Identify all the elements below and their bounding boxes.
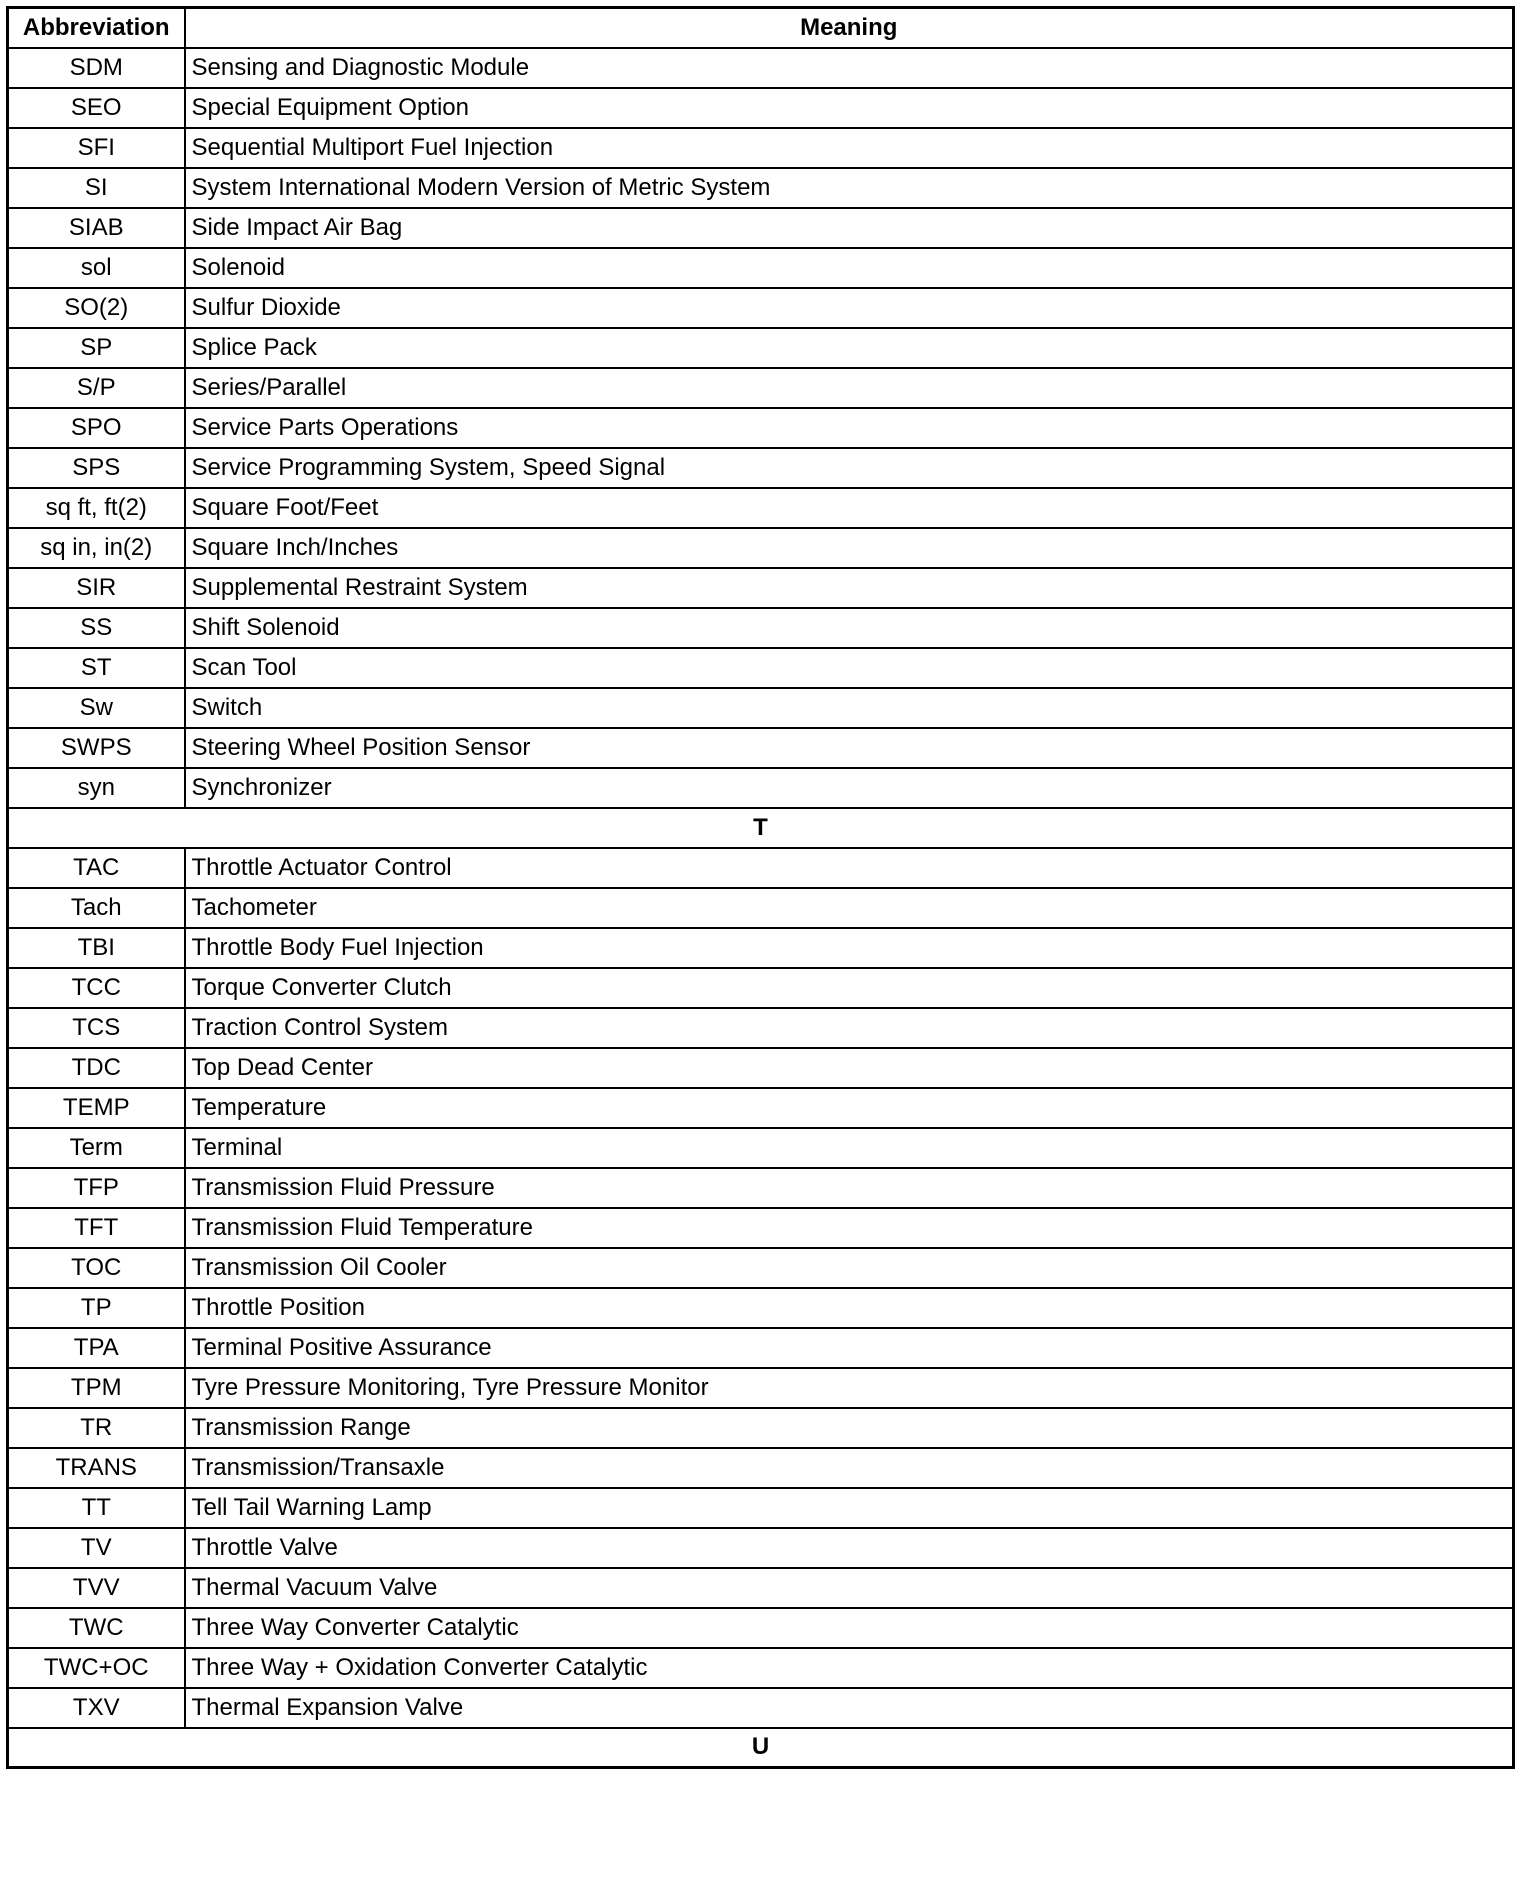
- section-letter: U: [8, 1728, 1514, 1768]
- meaning-cell: Scan Tool: [185, 648, 1514, 688]
- meaning-cell: Square Inch/Inches: [185, 528, 1514, 568]
- abbreviation-cell: TOC: [8, 1248, 185, 1288]
- meaning-cell: Sulfur Dioxide: [185, 288, 1514, 328]
- table-row: [8, 528, 1514, 568]
- abbreviation-cell: TT: [8, 1488, 185, 1528]
- abbreviation-cell: TVV: [8, 1568, 185, 1608]
- abbreviation-cell: TCS: [8, 1008, 185, 1048]
- table-row: [8, 1048, 1514, 1088]
- meaning-cell: Thermal Expansion Valve: [185, 1688, 1514, 1728]
- meaning-cell: Steering Wheel Position Sensor: [185, 728, 1514, 768]
- meaning-cell: Transmission Fluid Pressure: [185, 1168, 1514, 1208]
- meaning-cell: Transmission Oil Cooler: [185, 1248, 1514, 1288]
- table-row: [8, 88, 1514, 128]
- table-row: [8, 1128, 1514, 1168]
- table-row: [8, 48, 1514, 88]
- abbreviation-cell: SPO: [8, 408, 185, 448]
- abbreviation-cell: sol: [8, 248, 185, 288]
- abbreviation-cell: ST: [8, 648, 185, 688]
- abbreviation-cell: TV: [8, 1528, 185, 1568]
- abbreviation-cell: SDM: [8, 48, 185, 88]
- abbreviation-cell: SWPS: [8, 728, 185, 768]
- abbreviation-cell: S/P: [8, 368, 185, 408]
- table-row: [8, 1448, 1514, 1488]
- abbreviation-cell: SFI: [8, 128, 185, 168]
- meaning-cell: Tachometer: [185, 888, 1514, 928]
- abbreviation-cell: SP: [8, 328, 185, 368]
- table-row: [8, 1328, 1514, 1368]
- abbreviation-cell: TPA: [8, 1328, 185, 1368]
- meaning-cell: Torque Converter Clutch: [185, 968, 1514, 1008]
- meaning-cell: Throttle Actuator Control: [185, 848, 1514, 888]
- meaning-cell: Terminal: [185, 1128, 1514, 1168]
- meaning-cell: Thermal Vacuum Valve: [185, 1568, 1514, 1608]
- table-row: [8, 1568, 1514, 1608]
- abbreviation-cell: SEO: [8, 88, 185, 128]
- table-row: [8, 688, 1514, 728]
- abbreviation-cell: TFT: [8, 1208, 185, 1248]
- header-row: [8, 8, 1514, 48]
- table-row: [8, 1008, 1514, 1048]
- table-header: [8, 8, 1514, 48]
- meaning-cell: Transmission Range: [185, 1408, 1514, 1448]
- meaning-cell: Temperature: [185, 1088, 1514, 1128]
- meaning-cell: Terminal Positive Assurance: [185, 1328, 1514, 1368]
- meaning-cell: System International Modern Version of Metric System: [185, 168, 1514, 208]
- abbreviation-table: [6, 6, 1515, 1769]
- meaning-cell: Throttle Valve: [185, 1528, 1514, 1568]
- meaning-cell: Transmission Fluid Temperature: [185, 1208, 1514, 1248]
- section-row: [8, 1728, 1514, 1768]
- meaning-cell: Special Equipment Option: [185, 88, 1514, 128]
- section-row: [8, 808, 1514, 848]
- abbreviation-cell: SI: [8, 168, 185, 208]
- meaning-cell: Throttle Position: [185, 1288, 1514, 1328]
- meaning-cell: Series/Parallel: [185, 368, 1514, 408]
- meaning-cell: Tell Tail Warning Lamp: [185, 1488, 1514, 1528]
- abbreviation-cell: SS: [8, 608, 185, 648]
- abbreviation-cell: TBI: [8, 928, 185, 968]
- table-row: [8, 888, 1514, 928]
- table-row: [8, 1528, 1514, 1568]
- meaning-cell: Service Parts Operations: [185, 408, 1514, 448]
- table-row: [8, 128, 1514, 168]
- abbreviation-cell: TR: [8, 1408, 185, 1448]
- table-row: [8, 1408, 1514, 1448]
- abbreviation-cell: Sw: [8, 688, 185, 728]
- abbreviation-cell: SIR: [8, 568, 185, 608]
- meaning-cell: Supplemental Restraint System: [185, 568, 1514, 608]
- table-row: [8, 1368, 1514, 1408]
- table-row: [8, 1288, 1514, 1328]
- table-row: [8, 608, 1514, 648]
- abbreviation-cell: TWC+OC: [8, 1648, 185, 1688]
- abbreviation-column-header: Abbreviation: [8, 8, 185, 48]
- table-row: [8, 968, 1514, 1008]
- abbreviation-cell: sq ft, ft(2): [8, 488, 185, 528]
- abbreviation-cell: TDC: [8, 1048, 185, 1088]
- section-letter: T: [8, 808, 1514, 848]
- table-row: [8, 1648, 1514, 1688]
- abbreviation-cell: TFP: [8, 1168, 185, 1208]
- table-row: [8, 208, 1514, 248]
- table-row: [8, 1488, 1514, 1528]
- table-row: [8, 1688, 1514, 1728]
- meaning-cell: Throttle Body Fuel Injection: [185, 928, 1514, 968]
- table-row: [8, 168, 1514, 208]
- table-row: [8, 408, 1514, 448]
- table-row: [8, 328, 1514, 368]
- abbreviation-cell: TEMP: [8, 1088, 185, 1128]
- abbreviation-cell: Term: [8, 1128, 185, 1168]
- meaning-cell: Splice Pack: [185, 328, 1514, 368]
- abbreviation-cell: TRANS: [8, 1448, 185, 1488]
- abbreviation-cell: TWC: [8, 1608, 185, 1648]
- abbreviation-cell: TP: [8, 1288, 185, 1328]
- meaning-cell: Top Dead Center: [185, 1048, 1514, 1088]
- abbreviation-cell: TPM: [8, 1368, 185, 1408]
- meaning-cell: Three Way + Oxidation Converter Catalytic: [185, 1648, 1514, 1688]
- meaning-cell: Sequential Multiport Fuel Injection: [185, 128, 1514, 168]
- table-row: [8, 1168, 1514, 1208]
- meaning-cell: Synchronizer: [185, 768, 1514, 808]
- table-row: [8, 928, 1514, 968]
- abbreviation-cell: TXV: [8, 1688, 185, 1728]
- abbreviation-cell: sq in, in(2): [8, 528, 185, 568]
- abbreviation-cell: TAC: [8, 848, 185, 888]
- table-row: [8, 768, 1514, 808]
- meaning-cell: Tyre Pressure Monitoring, Tyre Pressure Monitor: [185, 1368, 1514, 1408]
- abbreviation-cell: syn: [8, 768, 185, 808]
- abbreviation-cell: SIAB: [8, 208, 185, 248]
- meaning-cell: Traction Control System: [185, 1008, 1514, 1048]
- meaning-cell: Transmission/Transaxle: [185, 1448, 1514, 1488]
- meaning-cell: Side Impact Air Bag: [185, 208, 1514, 248]
- table-row: [8, 448, 1514, 488]
- table-row: [8, 368, 1514, 408]
- meaning-cell: Solenoid: [185, 248, 1514, 288]
- table-body: [8, 48, 1514, 1768]
- table-row: [8, 1208, 1514, 1248]
- abbreviation-cell: Tach: [8, 888, 185, 928]
- table-row: [8, 288, 1514, 328]
- abbreviation-cell: SPS: [8, 448, 185, 488]
- meaning-column-header: Meaning: [185, 8, 1514, 48]
- table-row: [8, 728, 1514, 768]
- table-row: [8, 248, 1514, 288]
- table-row: [8, 1608, 1514, 1648]
- meaning-cell: Three Way Converter Catalytic: [185, 1608, 1514, 1648]
- abbreviation-cell: SO(2): [8, 288, 185, 328]
- meaning-cell: Service Programming System, Speed Signal: [185, 448, 1514, 488]
- table-row: [8, 648, 1514, 688]
- meaning-cell: Sensing and Diagnostic Module: [185, 48, 1514, 88]
- table-row: [8, 1088, 1514, 1128]
- abbreviation-cell: TCC: [8, 968, 185, 1008]
- meaning-cell: Square Foot/Feet: [185, 488, 1514, 528]
- meaning-cell: Shift Solenoid: [185, 608, 1514, 648]
- table-row: [8, 848, 1514, 888]
- meaning-cell: Switch: [185, 688, 1514, 728]
- table-row: [8, 1248, 1514, 1288]
- table-row: [8, 488, 1514, 528]
- table-row: [8, 568, 1514, 608]
